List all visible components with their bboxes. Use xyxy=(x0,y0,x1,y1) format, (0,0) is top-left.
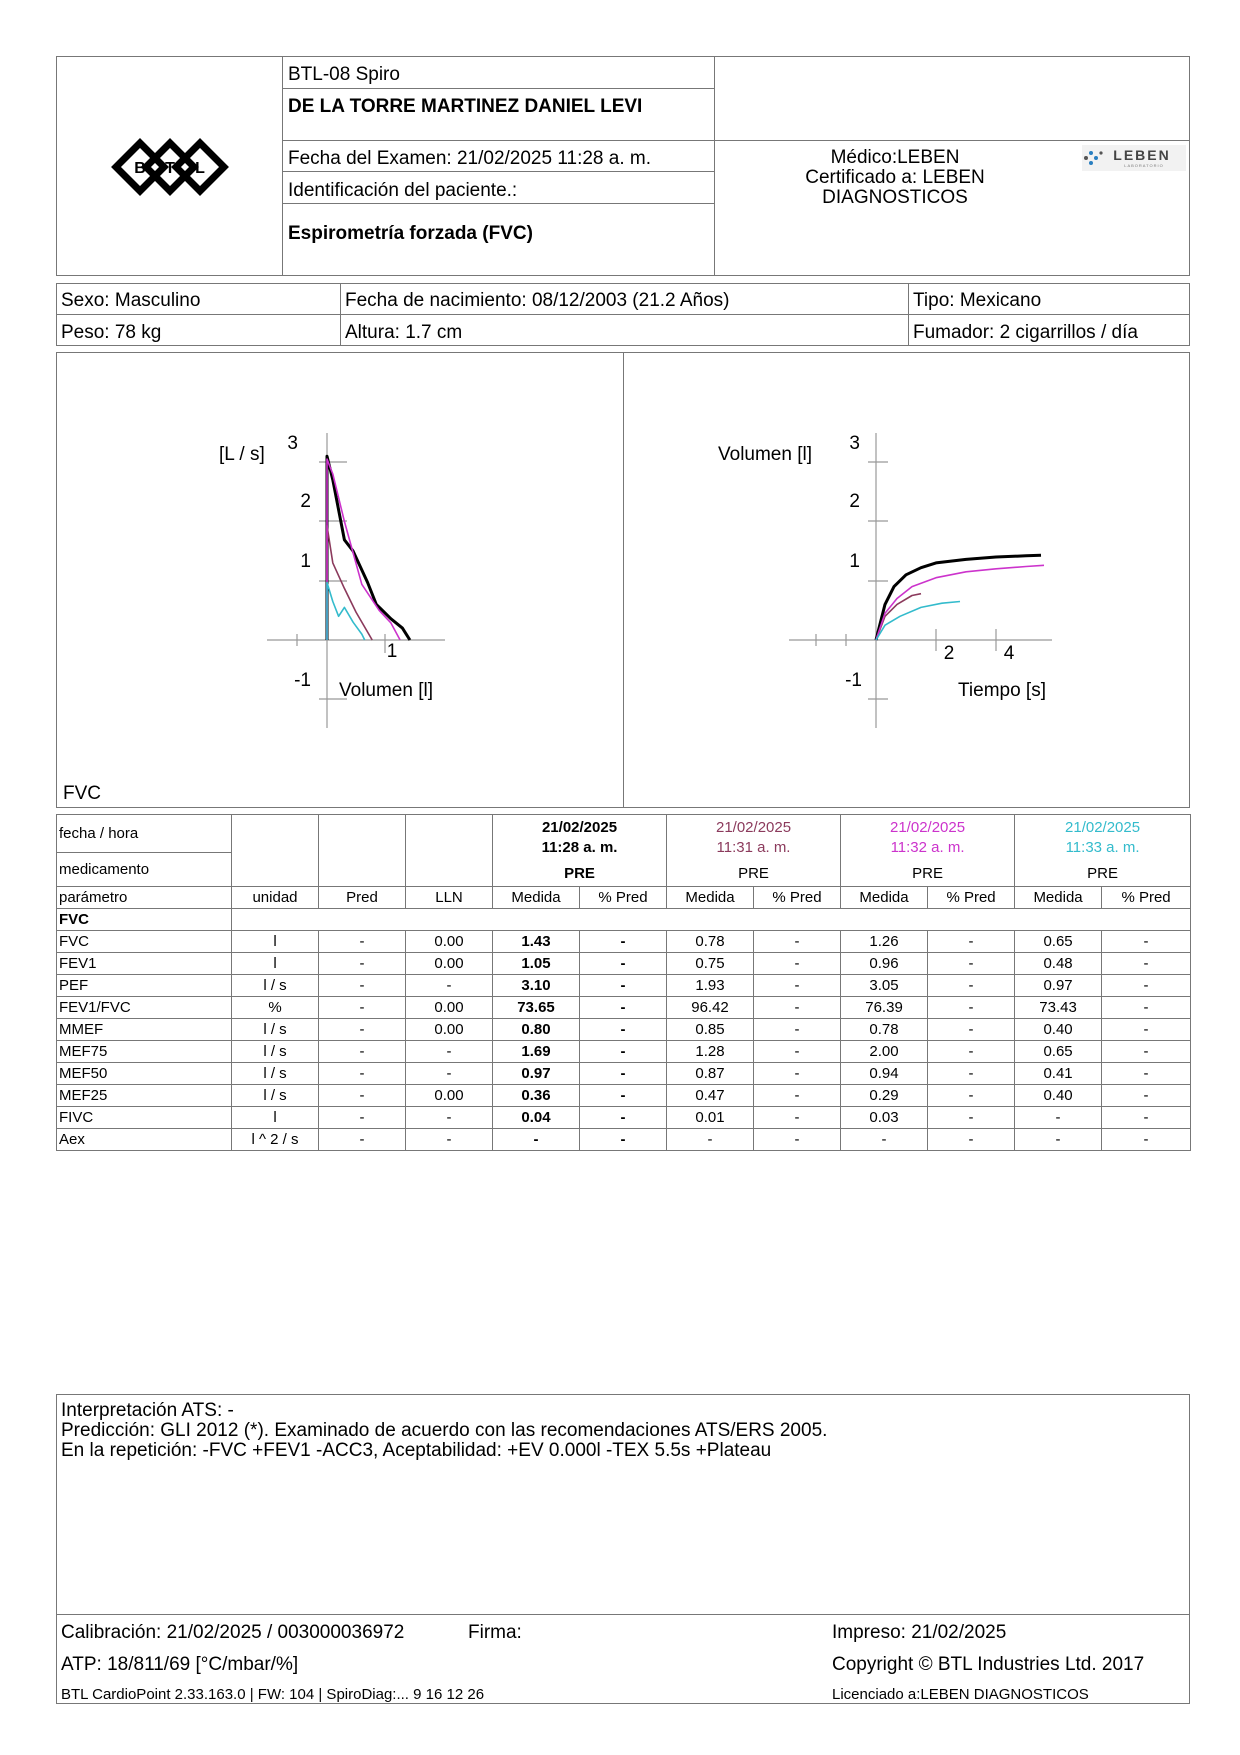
table-cell: - xyxy=(580,1041,667,1063)
table-cell: - xyxy=(580,953,667,975)
column-header: parámetro xyxy=(57,887,232,909)
table-cell: % xyxy=(232,997,319,1019)
param-name: MEF25 xyxy=(57,1085,232,1107)
vt-ytick-1: 1 xyxy=(849,551,860,572)
column-header: % Pred xyxy=(928,887,1015,909)
table-cell: 0.48 xyxy=(1015,953,1102,975)
fv-ytick-1: 1 xyxy=(300,551,311,572)
table-cell: 0.03 xyxy=(841,1107,928,1129)
column-header-row xyxy=(57,887,1191,909)
table-cell: - xyxy=(754,975,841,997)
table-cell: - xyxy=(754,953,841,975)
table-cell: - xyxy=(493,1129,580,1151)
svg-text:L: L xyxy=(195,160,205,177)
copyright: Copyright © BTL Industries Ltd. 2017 xyxy=(832,1654,1145,1675)
session-2 xyxy=(667,815,841,887)
patient-id: Identificación del paciente.: xyxy=(288,180,518,201)
leben-logo-text: LEBEN xyxy=(1113,147,1171,163)
table-cell: 0.40 xyxy=(1015,1019,1102,1041)
results-table xyxy=(56,814,1191,1151)
table-cell: - xyxy=(928,1019,1015,1041)
table-cell: - xyxy=(1015,1129,1102,1151)
table-cell: 0.96 xyxy=(841,953,928,975)
table-cell: - xyxy=(754,931,841,953)
session-3-time: 11:32 a. m. xyxy=(890,838,965,856)
table-cell: 76.39 xyxy=(841,997,928,1019)
param-name: MEF75 xyxy=(57,1041,232,1063)
fv-ylabel: [L / s] xyxy=(219,444,265,465)
table-cell: - xyxy=(406,975,493,997)
flow-volume-chart xyxy=(57,353,622,807)
table-cell: 1.69 xyxy=(493,1041,580,1063)
interpretation-text xyxy=(61,1401,827,1461)
table-cell: 0.40 xyxy=(1015,1085,1102,1107)
patient-sex: Sexo: Masculino xyxy=(61,290,201,311)
table-cell: - xyxy=(928,1085,1015,1107)
table-cell: - xyxy=(580,975,667,997)
session-3 xyxy=(841,815,1015,887)
svg-text:B: B xyxy=(134,160,146,177)
column-header: Medida xyxy=(1015,887,1102,909)
patient-type: Tipo: Mexicano xyxy=(913,290,1042,311)
session-header-row xyxy=(57,815,1191,853)
table-cell: l xyxy=(232,931,319,953)
param-name: FVC xyxy=(57,931,232,953)
table-cell: - xyxy=(1102,997,1191,1019)
table-cell: 0.97 xyxy=(493,1063,580,1085)
doctor-name: Médico:LEBEN xyxy=(830,147,960,168)
certified-line2: DIAGNOSTICOS xyxy=(822,187,968,208)
signature-label: Firma: xyxy=(468,1622,522,1643)
table-cell: - xyxy=(580,1063,667,1085)
charts-section-label: FVC xyxy=(63,783,101,804)
table-cell: l / s xyxy=(232,1041,319,1063)
table-cell: l xyxy=(232,953,319,975)
table-cell: 0.94 xyxy=(841,1063,928,1085)
table-cell: 1.05 xyxy=(493,953,580,975)
table-cell: - xyxy=(928,975,1015,997)
calibration: Calibración: 21/02/2025 / 003000036972 xyxy=(61,1622,405,1643)
table-cell: - xyxy=(1102,1019,1191,1041)
table-cell: - xyxy=(928,1063,1015,1085)
session-1-med: PRE xyxy=(564,864,595,882)
param-name: FIVC xyxy=(57,1107,232,1129)
vt-ytick-3: 3 xyxy=(849,433,860,454)
table-cell: - xyxy=(1102,953,1191,975)
label-fecha: fecha / hora xyxy=(57,815,232,853)
session-1-time: 11:28 a. m. xyxy=(541,838,618,856)
software-version: BTL CardioPoint 2.33.163.0 | FW: 104 | SpiroDiag:... 9 16 12 26 xyxy=(61,1686,485,1703)
table-cell: - xyxy=(406,1107,493,1129)
table-row xyxy=(57,1019,1191,1041)
table-cell: 0.00 xyxy=(406,953,493,975)
exam-type: Espirometría forzada (FVC) xyxy=(288,223,533,244)
atp: ATP: 18/811/69 [°C/mbar/%] xyxy=(61,1654,299,1675)
table-row xyxy=(57,1041,1191,1063)
session-4-med: PRE xyxy=(1087,864,1118,882)
param-name: FEV1 xyxy=(57,953,232,975)
table-cell: - xyxy=(928,1107,1015,1129)
param-name: MMEF xyxy=(57,1019,232,1041)
column-header: Medida xyxy=(493,887,580,909)
table-cell: - xyxy=(319,931,406,953)
table-cell: 0.41 xyxy=(1015,1063,1102,1085)
table-cell: 96.42 xyxy=(667,997,754,1019)
table-row xyxy=(57,975,1191,997)
table-cell: - xyxy=(319,1107,406,1129)
param-name: PEF xyxy=(57,975,232,997)
table-row xyxy=(57,1107,1191,1129)
table-cell: l / s xyxy=(232,1019,319,1041)
patient-name: DE LA TORRE MARTINEZ DANIEL LEVI xyxy=(288,96,643,117)
table-cell: 0.97 xyxy=(1015,975,1102,997)
table-cell: 0.47 xyxy=(667,1085,754,1107)
table-cell: 3.05 xyxy=(841,975,928,997)
exam-date: Fecha del Examen: 21/02/2025 11:28 a. m. xyxy=(288,148,651,169)
table-cell: - xyxy=(319,1041,406,1063)
table-cell: - xyxy=(580,1019,667,1041)
volume-time-chart xyxy=(624,353,1189,807)
table-cell: - xyxy=(1015,1107,1102,1129)
table-cell: - xyxy=(754,1107,841,1129)
session-3-med: PRE xyxy=(912,864,943,882)
svg-text:LABORATORIO: LABORATORIO xyxy=(1124,163,1164,168)
certified-line1: Certificado a: LEBEN xyxy=(805,167,985,188)
table-cell: - xyxy=(1102,931,1191,953)
table-cell: 0.78 xyxy=(841,1019,928,1041)
label-medicamento: medicamento xyxy=(57,853,232,887)
table-cell: - xyxy=(319,997,406,1019)
table-row xyxy=(57,1085,1191,1107)
vt-series-4 xyxy=(876,602,960,641)
param-name: FEV1/FVC xyxy=(57,997,232,1019)
vt-xlabel: Tiempo [s] xyxy=(958,680,1046,701)
table-cell: 3.10 xyxy=(493,975,580,997)
table-cell: - xyxy=(754,1129,841,1151)
patient-weight: Peso: 78 kg xyxy=(61,322,162,343)
table-cell: 2.00 xyxy=(841,1041,928,1063)
table-cell: - xyxy=(580,997,667,1019)
table-cell: - xyxy=(754,1063,841,1085)
fv-xtick-1: 1 xyxy=(386,641,398,662)
table-cell: - xyxy=(841,1129,928,1151)
patient-smoker: Fumador: 2 cigarrillos / día xyxy=(913,322,1138,343)
interpretation-line3: En la repetición: -FVC +FEV1 -ACC3, Aceptabilidad: +EV 0.000l -TEX 5.5s +Plateau xyxy=(61,1440,772,1461)
results-table-wrap xyxy=(56,814,1190,1151)
table-cell: - xyxy=(667,1129,754,1151)
table-cell: - xyxy=(928,997,1015,1019)
leben-logo xyxy=(1082,145,1186,171)
session-4-date: 21/02/2025 xyxy=(1065,818,1141,836)
column-header: % Pred xyxy=(754,887,841,909)
session-1-date: 21/02/2025 xyxy=(541,818,618,836)
table-cell: 0.80 xyxy=(493,1019,580,1041)
vt-ylabel: Volumen [l] xyxy=(718,444,812,465)
table-cell: - xyxy=(406,1063,493,1085)
column-header: % Pred xyxy=(1102,887,1191,909)
table-cell: l / s xyxy=(232,1085,319,1107)
interpretation-line1: Interpretación ATS: - xyxy=(61,1400,234,1421)
svg-text:T: T xyxy=(165,160,175,177)
table-cell: 0.87 xyxy=(667,1063,754,1085)
table-cell: - xyxy=(754,1041,841,1063)
fv-ytick-3: 3 xyxy=(287,433,298,454)
table-cell: - xyxy=(1102,1063,1191,1085)
table-cell: - xyxy=(319,975,406,997)
table-cell: - xyxy=(928,953,1015,975)
table-cell: 0.75 xyxy=(667,953,754,975)
vt-ytick-2: 2 xyxy=(849,491,860,512)
fv-xlabel: Volumen [l] xyxy=(339,680,433,701)
table-cell: 0.65 xyxy=(1015,931,1102,953)
doctor-block xyxy=(770,148,1020,208)
vt-xtick-2: 2 xyxy=(943,643,955,664)
param-name: Aex xyxy=(57,1129,232,1151)
table-cell: 0.00 xyxy=(406,1019,493,1041)
table-cell: - xyxy=(580,1129,667,1151)
table-cell: l ^ 2 / s xyxy=(232,1129,319,1151)
table-cell: - xyxy=(928,1129,1015,1151)
printed-date: Impreso: 21/02/2025 xyxy=(832,1622,1007,1643)
table-cell: - xyxy=(319,1129,406,1151)
table-cell: - xyxy=(319,1063,406,1085)
group-row xyxy=(57,909,1191,931)
table-cell: - xyxy=(928,1041,1015,1063)
group-label: FVC xyxy=(57,909,232,931)
fv-ytick-neg1: -1 xyxy=(294,670,311,691)
table-cell: 0.04 xyxy=(493,1107,580,1129)
table-row xyxy=(57,953,1191,975)
column-header: Pred xyxy=(319,887,406,909)
table-cell: - xyxy=(319,1019,406,1041)
table-cell: - xyxy=(580,1085,667,1107)
patient-birth: Fecha de nacimiento: 08/12/2003 (21.2 Años) xyxy=(345,290,730,311)
column-header: % Pred xyxy=(580,887,667,909)
table-cell: - xyxy=(754,997,841,1019)
table-row xyxy=(57,1129,1191,1151)
session-4 xyxy=(1015,815,1191,887)
column-header: Medida xyxy=(841,887,928,909)
interpretation-line2: Predicción: GLI 2012 (*). Examinado de acuerdo con las recomendaciones ATS/ERS 2005. xyxy=(61,1420,828,1441)
table-cell: 73.65 xyxy=(493,997,580,1019)
table-cell: 0.78 xyxy=(667,931,754,953)
table-cell: 0.00 xyxy=(406,997,493,1019)
table-cell: 73.43 xyxy=(1015,997,1102,1019)
device-name: BTL-08 Spiro xyxy=(288,64,400,85)
table-cell: - xyxy=(1102,975,1191,997)
table-cell: - xyxy=(1102,1085,1191,1107)
column-header: unidad xyxy=(232,887,319,909)
table-cell: - xyxy=(406,1129,493,1151)
table-cell: - xyxy=(580,931,667,953)
session-2-date: 21/02/2025 xyxy=(715,818,792,836)
session-2-time: 11:31 a. m. xyxy=(716,838,791,856)
table-cell: - xyxy=(319,953,406,975)
table-cell: - xyxy=(928,931,1015,953)
table-cell: 0.01 xyxy=(667,1107,754,1129)
table-cell: l / s xyxy=(232,1063,319,1085)
table-cell: - xyxy=(1102,1041,1191,1063)
table-row xyxy=(57,1063,1191,1085)
table-cell: 0.29 xyxy=(841,1085,928,1107)
patient-height: Altura: 1.7 cm xyxy=(345,322,463,343)
fv-ytick-2: 2 xyxy=(300,491,311,512)
table-cell: - xyxy=(319,1085,406,1107)
table-cell: 1.43 xyxy=(493,931,580,953)
btl-logo xyxy=(110,137,230,197)
column-header: LLN xyxy=(406,887,493,909)
column-header: Medida xyxy=(667,887,754,909)
session-3-date: 21/02/2025 xyxy=(890,818,966,836)
table-cell: - xyxy=(406,1041,493,1063)
vt-ytick-neg1: -1 xyxy=(845,670,862,691)
table-cell: 1.93 xyxy=(667,975,754,997)
table-cell: - xyxy=(754,1019,841,1041)
table-row xyxy=(57,931,1191,953)
fv-series-1 xyxy=(327,456,410,640)
table-cell: 1.28 xyxy=(667,1041,754,1063)
session-4-time: 11:33 a. m. xyxy=(1065,838,1140,856)
table-cell: 0.00 xyxy=(406,931,493,953)
session-1 xyxy=(493,815,667,887)
table-cell: l xyxy=(232,1107,319,1129)
table-cell: - xyxy=(1102,1107,1191,1129)
table-row xyxy=(57,997,1191,1019)
table-cell: 0.65 xyxy=(1015,1041,1102,1063)
table-cell: - xyxy=(580,1107,667,1129)
table-cell: l / s xyxy=(232,975,319,997)
table-cell: - xyxy=(1102,1129,1191,1151)
table-cell: 0.85 xyxy=(667,1019,754,1041)
table-cell: 0.36 xyxy=(493,1085,580,1107)
vt-xtick-4: 4 xyxy=(1003,643,1015,664)
licensed-to: Licenciado a:LEBEN DIAGNOSTICOS xyxy=(832,1686,1089,1703)
table-cell: - xyxy=(754,1085,841,1107)
session-2-med: PRE xyxy=(738,864,769,882)
table-cell: 0.00 xyxy=(406,1085,493,1107)
param-name: MEF50 xyxy=(57,1063,232,1085)
table-cell: 1.26 xyxy=(841,931,928,953)
